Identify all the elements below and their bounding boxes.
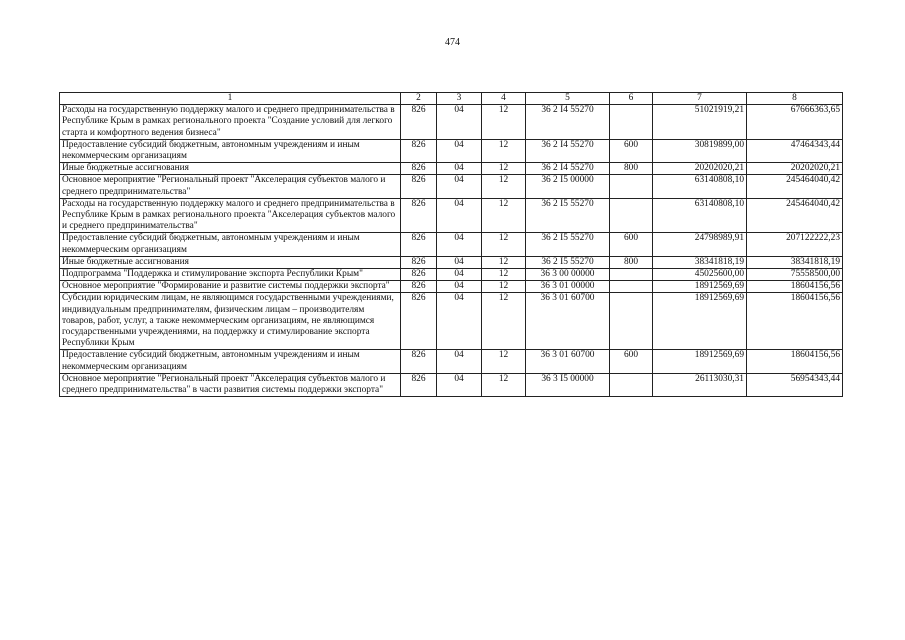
- row-name: Подпрограмма "Поддержка и стимулирование экспорта Республики Крым": [60, 269, 401, 281]
- row-code-expense-type: [610, 105, 653, 140]
- row-name: Иные бюджетные ассигнования: [60, 163, 401, 175]
- row-name: Предоставление субсидий бюджетным, автономным учреждениям и иным некоммерческим организациям: [60, 233, 401, 256]
- row-code-admin: 826: [401, 373, 437, 396]
- row-code-expense-type: [610, 175, 653, 198]
- row-code-expense-type: [610, 269, 653, 281]
- row-name: Основное мероприятие "Региональный проект "Акселерация субъектов малого и среднего предпринимательства": [60, 175, 401, 198]
- row-amount-1: 63140808,10: [653, 175, 747, 198]
- row-code-subsection: 12: [482, 163, 526, 175]
- row-amount-2: 75558500,00: [747, 269, 843, 281]
- row-amount-2: 18604156,56: [747, 281, 843, 293]
- row-amount-1: 51021919,21: [653, 105, 747, 140]
- row-name: Субсидии юридическим лицам, не являющимся государственными учреждениями, индивидуальным предпринимателям, физическим лицам – производителям товаров, работ, услуг, а также некоммерческим организациям, не являющимся государственными учреждениями, на поддержку и стимулирование экспорта Республики Крым: [60, 293, 401, 350]
- row-code-subsection: 12: [482, 281, 526, 293]
- row-code-section: 04: [437, 293, 482, 350]
- row-code-target: 36 2 I5 55270: [526, 233, 610, 256]
- row-amount-2: 245464040,42: [747, 198, 843, 233]
- table-row: [60, 373, 843, 396]
- table-row: [60, 281, 843, 293]
- row-name: Основное мероприятие "Региональный проект "Акселерация субъектов малого и среднего предпринимательства" в части развития системы поддержки экспорта": [60, 373, 401, 396]
- row-code-target: 36 2 I4 55270: [526, 105, 610, 140]
- row-code-target: 36 3 00 00000: [526, 269, 610, 281]
- header-col-8: 8: [747, 93, 843, 105]
- row-code-expense-type: [610, 373, 653, 396]
- row-amount-2: 245464040,42: [747, 175, 843, 198]
- row-code-target: 36 2 I5 55270: [526, 256, 610, 268]
- row-code-expense-type: 800: [610, 163, 653, 175]
- row-code-subsection: 12: [482, 233, 526, 256]
- row-code-expense-type: 800: [610, 256, 653, 268]
- row-code-section: 04: [437, 175, 482, 198]
- row-amount-1: 18912569,69: [653, 350, 747, 373]
- table-row: [60, 163, 843, 175]
- row-code-expense-type: 600: [610, 139, 653, 162]
- row-code-target: 36 2 I4 55270: [526, 139, 610, 162]
- row-code-subsection: 12: [482, 175, 526, 198]
- header-col-1: 1: [60, 93, 401, 105]
- row-code-expense-type: [610, 293, 653, 350]
- row-code-subsection: 12: [482, 373, 526, 396]
- table-row: [60, 269, 843, 281]
- row-code-target: 36 3 01 60700: [526, 293, 610, 350]
- row-name: Основное мероприятие "Формирование и развитие системы поддержки экспорта": [60, 281, 401, 293]
- table-row: [60, 175, 843, 198]
- row-code-subsection: 12: [482, 293, 526, 350]
- row-code-admin: 826: [401, 256, 437, 268]
- row-code-admin: 826: [401, 350, 437, 373]
- row-amount-2: 207122222,23: [747, 233, 843, 256]
- row-code-admin: 826: [401, 233, 437, 256]
- row-amount-1: 63140808,10: [653, 198, 747, 233]
- row-code-admin: 826: [401, 269, 437, 281]
- row-amount-2: 47464343,44: [747, 139, 843, 162]
- row-amount-2: 67666363,65: [747, 105, 843, 140]
- row-code-target: 36 2 I4 55270: [526, 163, 610, 175]
- row-code-target: 36 2 I5 55270: [526, 198, 610, 233]
- row-code-target: 36 3 01 60700: [526, 350, 610, 373]
- header-col-5: 5: [526, 93, 610, 105]
- row-amount-2: 20202020,21: [747, 163, 843, 175]
- row-code-subsection: 12: [482, 198, 526, 233]
- row-code-expense-type: 600: [610, 233, 653, 256]
- row-code-section: 04: [437, 269, 482, 281]
- row-name: Иные бюджетные ассигнования: [60, 256, 401, 268]
- header-col-7: 7: [653, 93, 747, 105]
- table-row: [60, 105, 843, 140]
- budget-table: [59, 92, 843, 397]
- row-code-target: 36 3 I5 00000: [526, 373, 610, 396]
- row-code-expense-type: [610, 198, 653, 233]
- row-code-section: 04: [437, 105, 482, 140]
- table-body: [60, 105, 843, 397]
- row-amount-1: 38341818,19: [653, 256, 747, 268]
- row-name: Предоставление субсидий бюджетным, автономным учреждениям и иным некоммерческим организациям: [60, 139, 401, 162]
- row-code-subsection: 12: [482, 256, 526, 268]
- table-row: [60, 198, 843, 233]
- row-code-admin: 826: [401, 281, 437, 293]
- row-name: Расходы на государственную поддержку малого и среднего предпринимательства в Республике Крым в рамках регионального проекта "Акселерация субъектов малого и среднего предпринимательства": [60, 198, 401, 233]
- row-amount-1: 24798989,91: [653, 233, 747, 256]
- row-code-section: 04: [437, 163, 482, 175]
- row-code-admin: 826: [401, 175, 437, 198]
- row-code-expense-type: [610, 281, 653, 293]
- row-amount-2: 18604156,56: [747, 350, 843, 373]
- row-code-target: 36 3 01 00000: [526, 281, 610, 293]
- row-name: Предоставление субсидий бюджетным, автономным учреждениям и иным некоммерческим организациям: [60, 350, 401, 373]
- row-code-section: 04: [437, 373, 482, 396]
- table-row: [60, 139, 843, 162]
- row-code-section: 04: [437, 198, 482, 233]
- row-code-section: 04: [437, 350, 482, 373]
- table-row: [60, 233, 843, 256]
- row-amount-2: 38341818,19: [747, 256, 843, 268]
- table-row: [60, 256, 843, 268]
- header-col-2: 2: [401, 93, 437, 105]
- row-code-section: 04: [437, 256, 482, 268]
- row-name: Расходы на государственную поддержку малого и среднего предпринимательства в Республике Крым в рамках регионального проекта "Создание условий для легкого старта и комфортного ведения бизнеса": [60, 105, 401, 140]
- row-code-admin: 826: [401, 163, 437, 175]
- row-code-section: 04: [437, 139, 482, 162]
- row-code-admin: 826: [401, 139, 437, 162]
- table-row: [60, 350, 843, 373]
- header-col-3: 3: [437, 93, 482, 105]
- row-code-target: 36 2 I5 00000: [526, 175, 610, 198]
- table-row: [60, 293, 843, 350]
- row-amount-1: 45025600,00: [653, 269, 747, 281]
- header-row: [60, 93, 843, 105]
- row-amount-2: 56954343,44: [747, 373, 843, 396]
- row-amount-1: 20202020,21: [653, 163, 747, 175]
- row-amount-1: 18912569,69: [653, 281, 747, 293]
- row-code-expense-type: 600: [610, 350, 653, 373]
- row-code-subsection: 12: [482, 139, 526, 162]
- row-code-section: 04: [437, 233, 482, 256]
- row-amount-1: 26113030,31: [653, 373, 747, 396]
- row-amount-1: 30819899,00: [653, 139, 747, 162]
- page-number: 474: [445, 37, 460, 48]
- row-amount-1: 18912569,69: [653, 293, 747, 350]
- row-code-subsection: 12: [482, 105, 526, 140]
- row-code-section: 04: [437, 281, 482, 293]
- row-code-admin: 826: [401, 198, 437, 233]
- header-col-4: 4: [482, 93, 526, 105]
- row-code-admin: 826: [401, 293, 437, 350]
- row-code-subsection: 12: [482, 350, 526, 373]
- row-amount-2: 18604156,56: [747, 293, 843, 350]
- row-code-subsection: 12: [482, 269, 526, 281]
- header-col-6: 6: [610, 93, 653, 105]
- row-code-admin: 826: [401, 105, 437, 140]
